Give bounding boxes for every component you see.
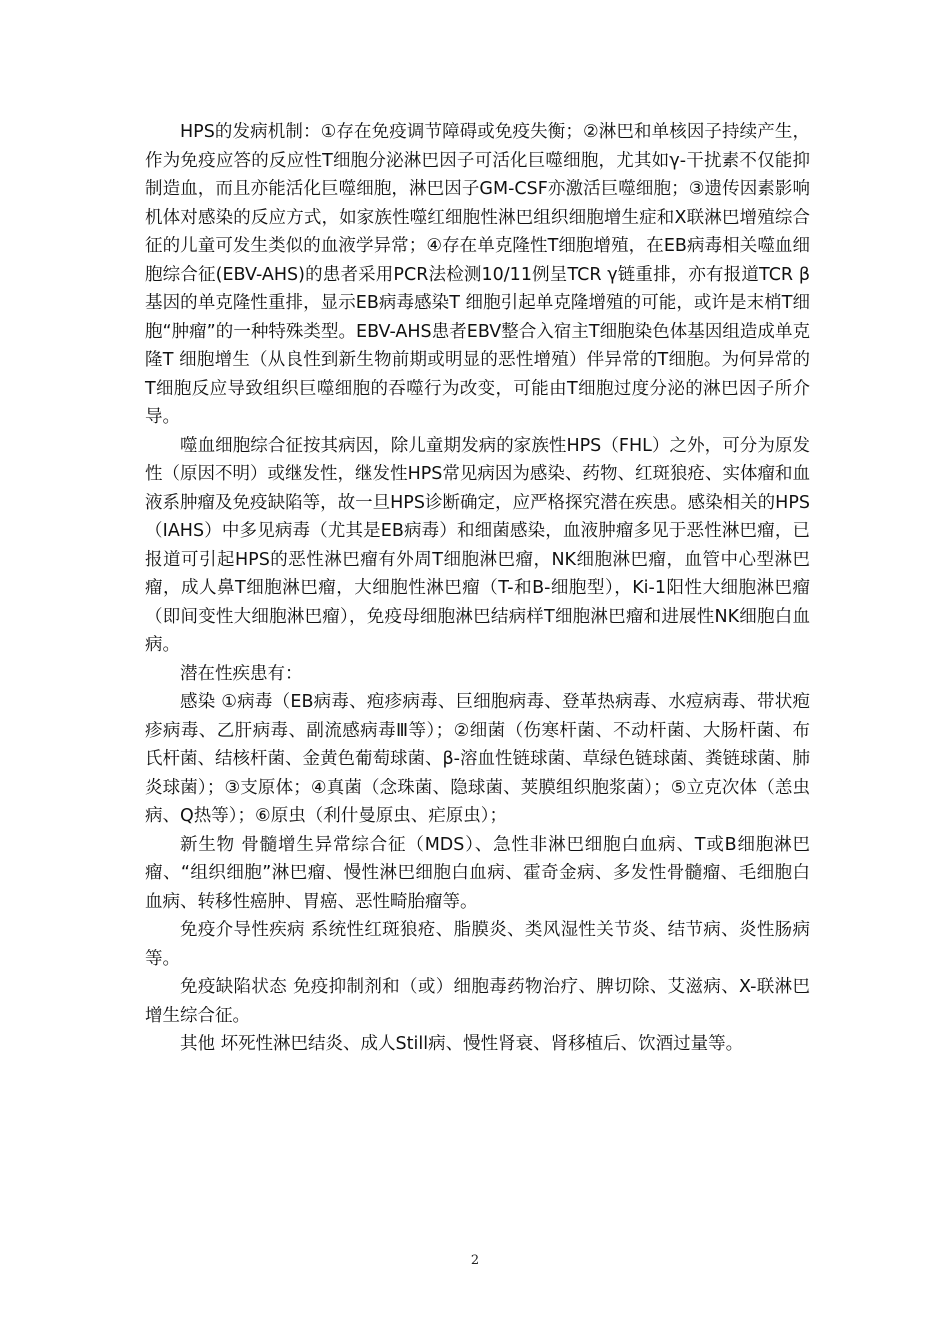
paragraph-immune-mediated: 免疫介导性疾病 系统性红斑狼疮、脂膜炎、类风湿性关节炎、结节病、炎性肠病等。 — [145, 920, 810, 969]
paragraph-immunodeficiency: 免疫缺陷状态 免疫抑制剂和（或）细胞毒药物治疗、脾切除、艾滋病、X-联淋巴增生综合征。 — [145, 977, 810, 1026]
paragraph-neoplasm: 新生物 骨髓增生异常综合征（MDS）、急性非淋巴细胞白血病、T或B细胞淋巴瘤、“组织细胞”淋巴瘤、慢性淋巴细胞白血病、霍奇金病、多发性骨髓瘤、毛细胞白血病、转移性癌肿、胃癌、恶性畸胎瘤等。 — [145, 834, 810, 912]
document-body — [145, 118, 810, 1059]
paragraph-other: 其他 坏死性淋巴结炎、成人Still病、慢性肾衰、肾移植后、饮酒过量等。 — [180, 1034, 744, 1054]
paragraph-etiology: 噬血细胞综合征按其病因，除儿童期发病的家族性HPS（FHL）之外，可分为原发性（原因不明）或继发性，继发性HPS常见病因为感染、药物、红斑狼疮、实体瘤和血液系肿瘤及免疫缺陷等，故一旦HPS诊断确定，应严格探究潜在疾患。感染相关的HPS（IAHS）中多见病毒（尤其是EB病毒）和细菌感染，血液肿瘤多见于恶性淋巴瘤，已报道可引起HPS的恶性淋巴瘤有外周T细胞淋巴瘤，NK细胞淋巴瘤，血管中心型淋巴瘤，成人鼻T细胞淋巴瘤，大细胞性淋巴瘤（T-和B-细胞型），Ki-1阳性大细胞淋巴瘤（即间变性大细胞淋巴瘤），免疫母细胞淋巴结病样T细胞淋巴瘤和进展性NK细胞白血病。 — [145, 435, 810, 655]
paragraph-pathogenesis: HPS的发病机制：①存在免疫调节障碍或免疫失衡；②淋巴和单核因子持续产生，作为免疫应答的反应性T细胞分泌淋巴因子可活化巨噬细胞，尤其如γ-干扰素不仅能抑制造血，而且亦能活化巨噬细胞，淋巴因子GM-CSF亦激活巨噬细胞；③遗传因素影响机体对感染的反应方式，如家族性噬红细胞性淋巴组织细胞增生症和X联淋巴增殖综合征的儿童可发生类似的血液学异常；④存在单克隆性T细胞增殖，在EB病毒相关噬血细胞综合征(EBV-AHS)的患者采用PCR法检测10/11例呈TCR γ链重排，亦有报道TCR β基因的单克隆性重排，显示EB病毒感染T 细胞引起单克隆增殖的可能，或许是末梢T细胞“肿瘤”的一种特殊类型。EBV-AHS患者EBV整合入宿主T细胞染色体基因组造成单克隆T 细胞增生（从良性到新生物前期或明显的恶性增殖）伴异常的T细胞。为何异常的T细胞反应导致组织巨噬细胞的吞噬行为改变，可能由T细胞过度分泌的淋巴因子所介导。 — [145, 122, 810, 427]
paragraph-infection: 感染 ①病毒（EB病毒、疱疹病毒、巨细胞病毒、登革热病毒、水痘病毒、带状疱疹病毒、乙肝病毒、副流感病毒Ⅲ等）；②细菌（伤寒杆菌、不动杆菌、大肠杆菌、布氏杆菌、结核杆菌、金黄色葡萄球菌、β-溶血性链球菌、草绿色链球菌、粪链球菌、肺炎球菌）；③支原体；④真菌（念珠菌、隐球菌、荚膜组织胞浆菌）；⑤立克次体（恙虫病、Q热等）；⑥原虫（利什曼原虫、疟原虫）； — [145, 692, 810, 826]
page-number: 2 — [470, 1253, 480, 1268]
paragraph-underlying-diseases-heading: 潜在性疾患有： — [180, 663, 303, 684]
